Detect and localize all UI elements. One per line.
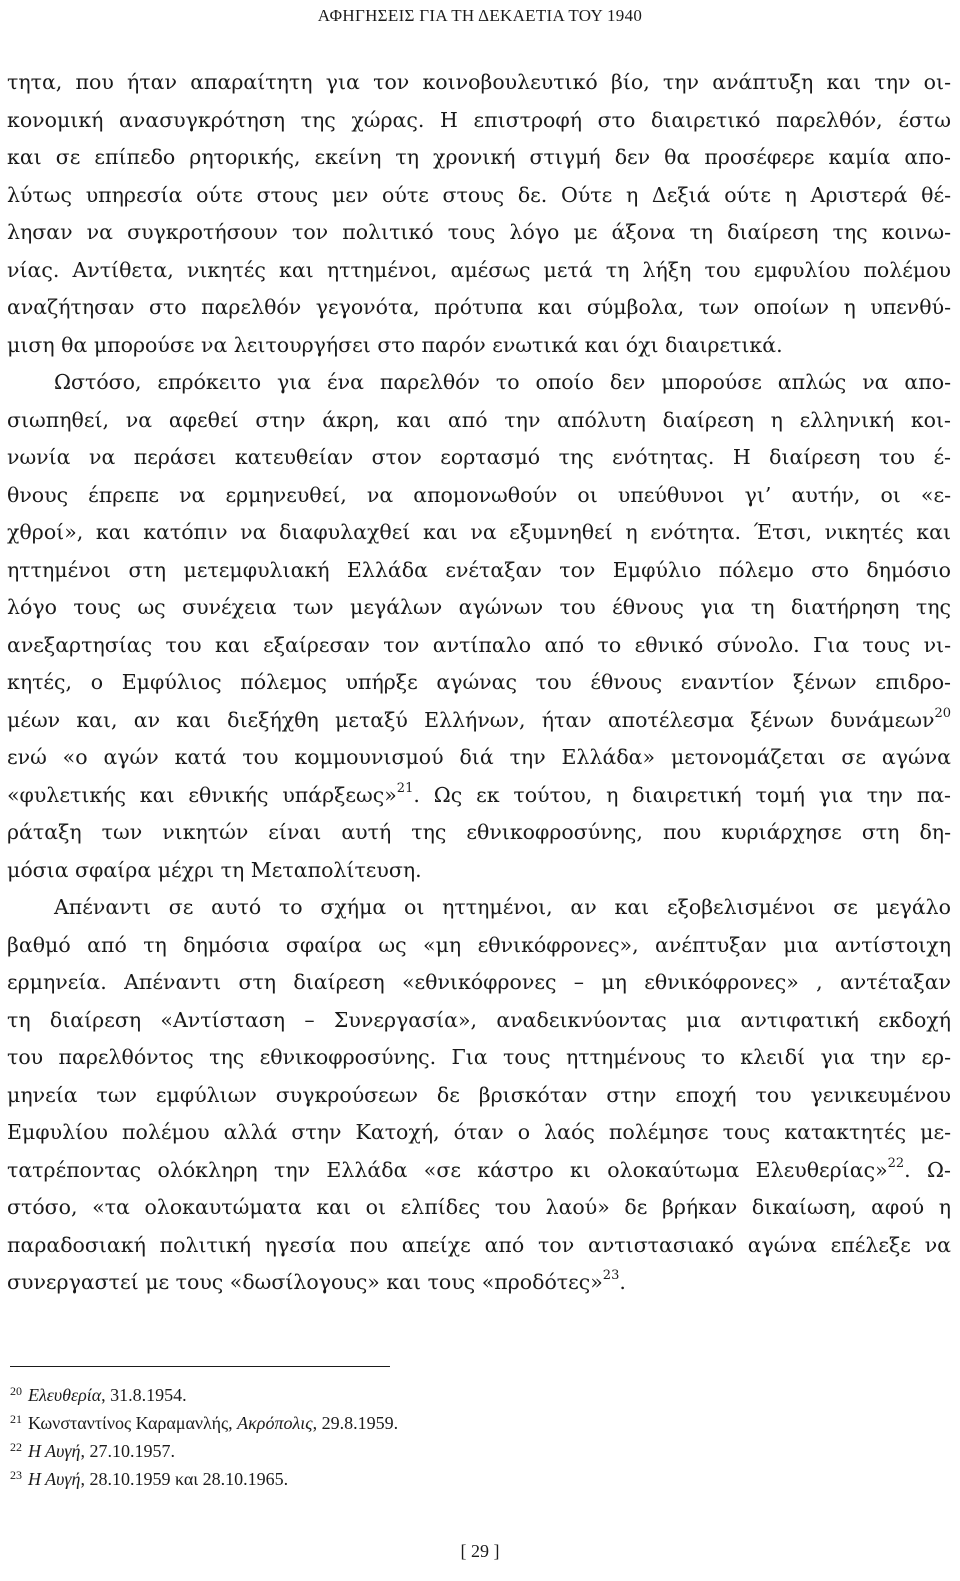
text-line: αναζήτησαν στο παρελθόν γεγονότα, πρότυπα και σύμβολα, των οποίων η υπενθύ- bbox=[7, 295, 951, 319]
text-line: ηττημένοι στη μετεμφυλιακή Ελλάδα ενέταξαν τον Εμφύλιο πόλεμο στο δημόσιο bbox=[7, 557, 951, 582]
page-number: [ 29 ] bbox=[460, 1541, 500, 1561]
footnote: $^{22}$ Η Αυγή, 27.10.1957. bbox=[10, 1440, 175, 1461]
text-line: κονομική ανασυγκρότηση της χώρας. Η επιστροφή στο διαιρετικό παρελθόν, έστω bbox=[7, 107, 951, 132]
text-line: ενώ «ο αγών κατά του κομμουνισμού διά την Ελλάδα» μετονομάζεται σε αγώνα bbox=[7, 745, 951, 769]
footnote-ref[interactable]: 20 bbox=[934, 705, 951, 721]
text-line: θνους έπρεπε να ερμηνευθεί, να απομονωθούν οι υπεύθυνοι γι’ αυτήν, οι «ε- bbox=[7, 482, 951, 507]
text-line: ράταξη των νικητών είναι αυτή της εθνικοφροσύνης, που κυριάρχησε στη δη- bbox=[7, 820, 951, 844]
text-line: λόγο τους ως συνέχεια των μεγάλων αγώνων του έθνους για τη διατήρηση της bbox=[7, 595, 951, 619]
text-line: παραδοσιακή πολιτική ηγεσία που απείχε από τον αντιστασιακό αγώνα επέλεξε να bbox=[7, 1232, 951, 1257]
text-line: μηνεία των εμφύλιων συγκρούσεων δε βρισκόταν στην εποχή του γενικευμένου bbox=[7, 1082, 951, 1107]
footnote-number: 23 bbox=[10, 1468, 22, 1482]
footnote-ref[interactable]: 22 bbox=[887, 1155, 905, 1171]
footnote-ref[interactable]: 21 bbox=[396, 780, 414, 796]
text-line: χθροί», και κατόπιν να διαφυλαχθεί και να εξυμνηθεί η ενότητα. Έτσι, νικητές και bbox=[7, 520, 951, 544]
footnote-number: 21 bbox=[10, 1412, 22, 1426]
footnote-separator bbox=[10, 1366, 390, 1367]
main-text bbox=[7, 64, 951, 1302]
text-line: του παρελθόντος της εθνικοφροσύνης. Για τους ηττημένους το κλειδί για την ερ- bbox=[7, 1045, 951, 1069]
text-line: Εμφυλίου πολέμου αλλά στην Κατοχή, όταν ο λαός πολέμησε τους κατακτητές με- bbox=[7, 1120, 951, 1144]
footnotes bbox=[10, 1381, 910, 1493]
footnote-number: 22 bbox=[10, 1440, 22, 1454]
text-line: τη διαίρεση «Αντίσταση – Συνεργασία», αναδεικνύοντας μια αντιφατική εκδοχή bbox=[7, 1007, 951, 1032]
text-line: Ωστόσο, επρόκειτο για ένα παρελθόν το οποίο δεν μπορούσε απλώς να απο- bbox=[54, 370, 951, 394]
text-line: συνεργαστεί με τους «δωσίλογους» και τους «προδότες»$^{23}$. bbox=[7, 1268, 626, 1294]
text-line: λησαν να συγκροτήσουν τον πολιτικό τους λόγο με άξονα τη διαίρεση της κοινω- bbox=[7, 220, 951, 244]
text-line: «φυλετικής και εθνικής υπάρξεως»$^{21}$. Ως εκ τούτου, η διαιρετική τομή για την πα- bbox=[7, 780, 951, 807]
footnote: $^{23}$ Η Αυγή, 28.10.1959 και 28.10.1965. bbox=[10, 1468, 289, 1489]
text-line: μέων και, αν και διεξήχθη μεταξύ Ελλήνων, ήταν αποτέλεσμα ξένων δυνάμεων$^{20}$ bbox=[7, 705, 951, 732]
text-line: βαθμό από τη δημόσια σφαίρα ως «μη εθνικόφρονες», ανέπτυξαν μια αντίστοιχη bbox=[7, 932, 951, 957]
text-line: κητές, ο Εμφύλιος πόλεμος υπήρξε αγώνας του έθνους εναντίον ξένων επιδρο- bbox=[7, 670, 951, 694]
text-line: σιωπηθεί, να αφεθεί στην άκρη, και από την απόλυτη διαίρεση η ελληνική κοι- bbox=[7, 407, 951, 432]
text-line: μιση θα μπορούσε να λειτουργήσει στο παρόν ενωτικά και όχι διαιρετικά. bbox=[7, 332, 783, 357]
running-header: ΑΦΗΓΗΣΕΙΣ ΓΙΑ ΤΗ ΔΕΚΑΕΤΙΑ ΤΟΥ 1940 bbox=[317, 6, 643, 25]
text-line: τητα, που ήταν απαραίτητη για τον κοινοβουλευτικό βίο, την ανάπτυξη και την οι- bbox=[7, 70, 951, 94]
text-line: και σε επίπεδο ρητορικής, εκείνη τη χρονική στιγμή δεν θα προσέφερε καμία απο- bbox=[7, 145, 951, 169]
text-line: λύτως υπηρεσία ούτε στους μεν ούτε στους δε. Ούτε η Δεξιά ούτε η Αριστερά θέ- bbox=[7, 182, 951, 207]
text-line: τατρέποντας ολόκληρη την Ελλάδα «σε κάστρο κι ολοκαύτωμα Ελευθερίας»$^{22}$. Ω- bbox=[7, 1155, 951, 1182]
text-line: Απέναντι σε αυτό το σχήμα οι ηττημένοι, αν και εξοβελισμένοι σε μεγάλο bbox=[54, 895, 951, 919]
text-line: νωνία να περάσει κατευθείαν στον εορτασμό της ενότητας. Η διαίρεση του έ- bbox=[7, 445, 951, 469]
text-line: στόσο, «τα ολοκαυτώματα και οι ελπίδες του λαού» δε βρήκαν δικαίωση, αφού η bbox=[7, 1195, 951, 1219]
footnote-ref[interactable]: 23 bbox=[602, 1268, 620, 1283]
footnote-number: 20 bbox=[10, 1384, 22, 1398]
text-line: ανεξαρτησίας του και εξαίρεσαν τον αντίπαλο από το εθνικό σύνολο. Για τους νι- bbox=[7, 632, 951, 657]
text-line: μόσια σφαίρα μέχρι τη Μεταπολίτευση. bbox=[7, 857, 422, 882]
footnote: $^{20}$ Ελευθερία, 31.8.1954. bbox=[10, 1384, 187, 1405]
footnote: $^{21}$ Κωνσταντίνος Καραμανλής, Ακρόπολις, 29.8.1959. bbox=[10, 1412, 399, 1433]
text-line: ερμηνεία. Απέναντι στη διαίρεση «εθνικόφρονες – μη εθνικόφρονες» , αντέταξαν bbox=[7, 970, 951, 994]
text-line: νίας. Αντίθετα, νικητές και ηττημένοι, αμέσως μετά τη λήξη του εμφυλίου πολέμου bbox=[7, 257, 951, 282]
